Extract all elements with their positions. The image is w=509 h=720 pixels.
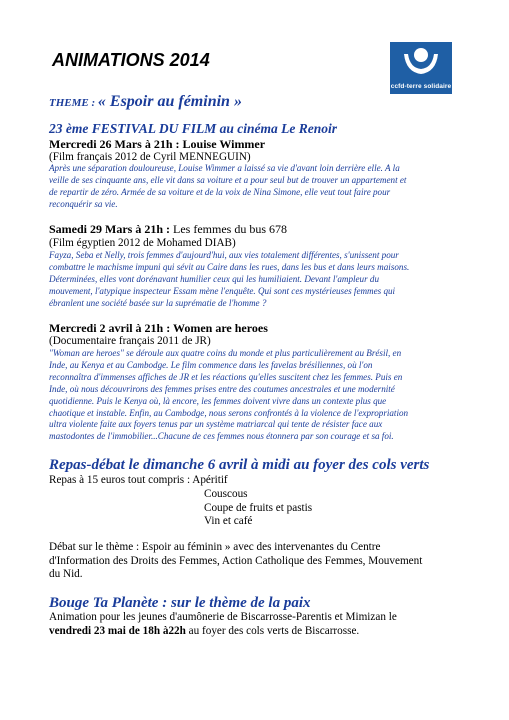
description-line: ultra violente faite aux foyers tenus par un système matriarcal qui tente de résister face aux <box>49 419 383 430</box>
page-title: ANIMATIONS 2014 <box>52 50 210 70</box>
description-line: Inde, au Kenya et au Cambodge. Le film commence dans les favelas brésiliennes, où l'on <box>49 359 373 370</box>
description-line: chaotique et instable. Enfin, au Cambodge, nous serons confrontés à la violence de l'expropriation <box>49 407 409 418</box>
menu-item: Couscous <box>204 488 248 500</box>
bouge-paragraph <box>49 611 489 638</box>
film-2-description <box>49 250 489 310</box>
film-2-title <box>49 222 287 237</box>
description-line: combattre le machisme impuni qui sévit au Caire dans les rues, dans les bus et dans leurs maisons. <box>49 261 410 272</box>
festival-heading: 23 ème FESTIVAL DU FILM au cinéma Le Renoir <box>49 121 338 136</box>
film-2-info: (Film égyptien 2012 de Mohamed DIAB) <box>49 237 236 249</box>
film-3-name: Women are heroes <box>172 321 268 335</box>
paragraph-line: Animation pour les jeunes d'aumônerie de Biscarrosse-Parentis et Mimizan le <box>49 611 397 623</box>
hands-globe-icon <box>390 42 452 82</box>
theme-label: THEME : <box>49 97 98 109</box>
menu-item: Coupe de fruits et pastis <box>204 501 313 514</box>
description-line: ébranlent une société basée sur la suprématie de l'homme ? <box>49 297 267 308</box>
paragraph-line: du Nid. <box>49 568 83 581</box>
film-1-name: Louise Wimmer <box>182 137 266 151</box>
film-3-description <box>49 348 489 443</box>
repas-heading: Repas-débat le dimanche 6 avril à midi au foyer des cols verts <box>49 457 430 473</box>
description-line: Après une séparation douloureuse, Louise Wimmer a laissé sa vie d'avant loin derrière elle. A la <box>49 163 400 173</box>
bouge-date: vendredi 23 mai de 18h à22h <box>49 624 186 637</box>
film-3-date: Mercredi 2 avril à 21h : <box>49 321 173 335</box>
repas-price-line: Repas à 15 euros tout compris : Apéritif <box>49 474 228 486</box>
film-2-name: Les femmes du bus 678 <box>173 222 287 236</box>
paragraph-line: Débat sur le thème : Espoir au féminin » avec des intervenantes du Centre <box>49 541 381 553</box>
film-3-info: (Documentaire français 2011 de JR) <box>49 335 211 347</box>
theme-line <box>49 93 242 111</box>
description-line: veille de ses cinquante ans, elle vit dans sa voiture et a pour seul but de trouver un appartement et <box>49 174 407 185</box>
film-1-title <box>49 137 265 152</box>
film-3-title <box>49 321 268 336</box>
description-line: Fayza, Seba et Nelly, trois femmes d'aujourd'hui, aux vies totalement différentes, s'unissent pour <box>49 250 399 260</box>
description-line: quotidienne. Puis le Kenya où, là encore, les femmes doivent vivre dans un contexte plus que <box>49 395 387 406</box>
paragraph-line <box>49 625 489 639</box>
description-line: "Woman are heroes" se déroule aux quatre coins du monde et plus particulièrement au Brésil, en <box>49 348 402 358</box>
theme-value: « Espoir au féminin » <box>97 93 242 110</box>
film-1-info: (Film français 2012 de Cyril MENNEGUIN) <box>49 151 251 163</box>
logo-text: ccfd-terre solidaire <box>390 83 452 90</box>
bouge-location: au foyer des cols verts de Biscarrosse. <box>185 624 360 637</box>
description-line: mouvement, l'atypique inspecteur Essam mène l'enquête. Qui sont ces mystérieuses femmes qui <box>49 285 396 296</box>
ccfd-logo <box>390 42 452 94</box>
menu-list <box>204 488 312 529</box>
description-line: mastodontes de l'immobilier...Chacune de ces femmes nous étonnera par son courage et sa foi. <box>49 431 394 442</box>
description-line: Inde, où nous découvrirons des femmes prises entre des coutumes ancestrales et une modernité <box>49 383 395 394</box>
debat-paragraph <box>49 541 489 582</box>
description-line: Déterminées, elles vont dorénavant humilier ceux qui les humiliaient. Devant l'ampleur du <box>49 273 380 284</box>
paragraph-line: d'Information des Droits des Femmes, Action Catholique des Femmes, Mouvement <box>49 554 423 567</box>
bouge-heading: Bouge Ta Planète : sur le thème de la paix <box>49 595 311 611</box>
description-line: de repartir de zéro. Armée de sa voiture et de la voix de Nina Simone, elle veut tout faire pour <box>49 186 391 197</box>
film-2-date: Samedi 29 Mars à 21h : <box>49 222 173 236</box>
description-line: reconnaîtra d'immenses affiches de JR et les réactions qu'elles suscitent chez les femmes. Puis en <box>49 371 403 382</box>
film-1-description <box>49 163 489 211</box>
description-line: reconquérir sa vie. <box>49 198 118 209</box>
menu-item: Vin et café <box>204 515 253 528</box>
film-1-date: Mercredi 26 Mars à 21h : <box>49 137 183 151</box>
